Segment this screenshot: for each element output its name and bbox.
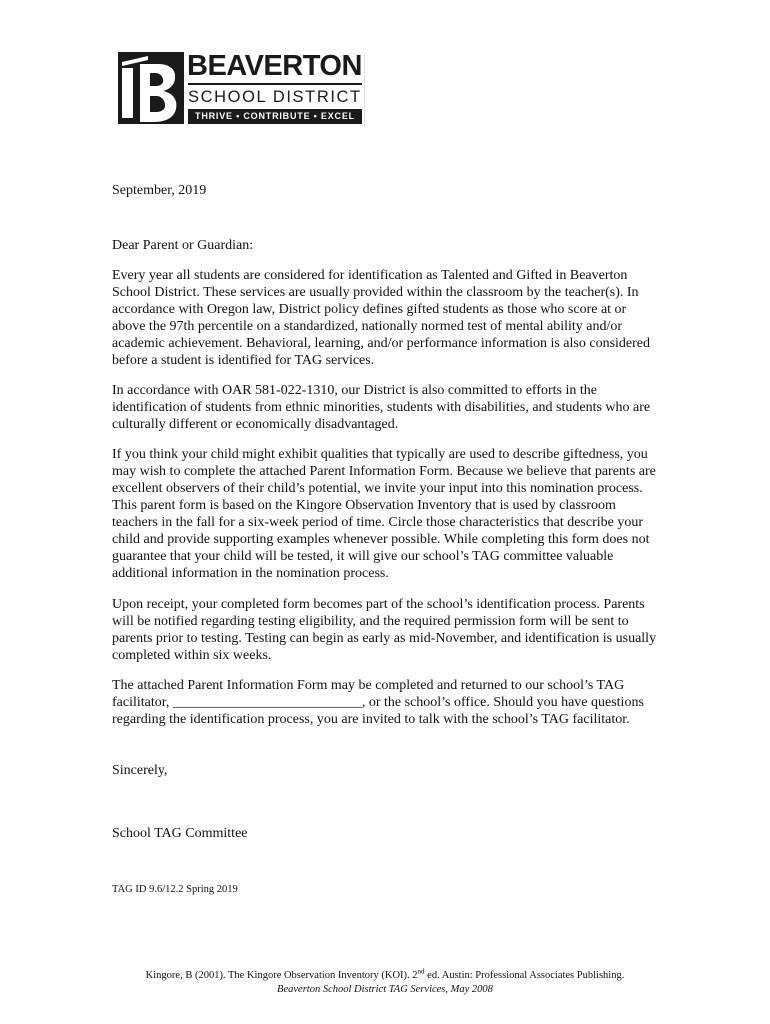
letter-paragraph-5: The attached Parent Information Form may be completed and returned to our school’s TAG facilitator, ___________________________, or the school’s office. Should you have questions regarding the identification process, you are invited to talk with the school’s TAG facilitator. [112, 678, 644, 727]
letter-paragraph-3: If you think your child might exhibit qualities that typically are used to describe giftedness, you may wish to complete the attached Parent Information Form. Because we believe that parents are excellent observers of their child’s potential, we invite your input into this nomination process. This parent form is based on the Kingore Observation Inventory that is used by classroom teachers in the fall for a six-week period of time. Circle those characteristics that describe your child and provide supporting examples whenever possible. While completing this form does not guarantee that your child will be tested, it will give our school’s TAG committee valuable additional information in the nomination process. [112, 447, 656, 581]
letter-date: September, 2019 [112, 183, 207, 198]
district-subtitle: SCHOOL DISTRICT [188, 88, 362, 106]
footer-source: Beaverton School District TAG Services, May 2008 [277, 984, 493, 995]
district-tagline: THRIVE • CONTRIBUTE • EXCEL [188, 109, 362, 124]
letter-paragraph-4: Upon receipt, your completed form becomes part of the school’s identification process. Parents will be notified regarding testing eligibility, and the required permission form will be sent to parents prior to testing. Testing can begin as early as mid-November, and identification is usually completed within six weeks. [112, 597, 657, 663]
page-footer [0, 969, 770, 997]
letter-paragraph-1: Every year all students are considered for identification as Talented and Gifted in Beaverton School District. These services are usually provided within the classroom by the teacher(s). In accordance with Oregon law, District policy defines gifted students as those who score at or above the 97th percentile on a standardized, nationally normed test of mental ability and/or academic achievement. Behavioral, learning, and/or performance information is also considered before a student is identified for TAG services. [112, 268, 651, 368]
footer-citation [0, 969, 770, 983]
letter-paragraph-2: In accordance with OAR 581-022-1310, our District is also committed to efforts in the identification of students from ethnic minorities, students with disabilities, and students who are culturally different or economically disadvantaged. [112, 383, 651, 432]
letter-salutation: Dear Parent or Guardian: [112, 238, 254, 253]
footer-citation-start: Kingore, B (2001). The Kingore Observation Inventory (KOI). 2 [145, 970, 418, 981]
district-logo [118, 52, 364, 128]
footer-citation-superscript: nd [417, 967, 425, 976]
logo-rule [188, 83, 362, 85]
logo-divider [364, 54, 365, 126]
district-b-emblem-icon [118, 52, 184, 124]
footer-citation-end: ed. Austin: Professional Associates Publishing. [424, 970, 625, 981]
district-name: BEAVERTON [187, 50, 362, 82]
letter-signature: School TAG Committee [112, 826, 248, 841]
form-id: TAG ID 9.6/12.2 Spring 2019 [112, 884, 238, 895]
letter-closing: Sincerely, [112, 763, 168, 778]
